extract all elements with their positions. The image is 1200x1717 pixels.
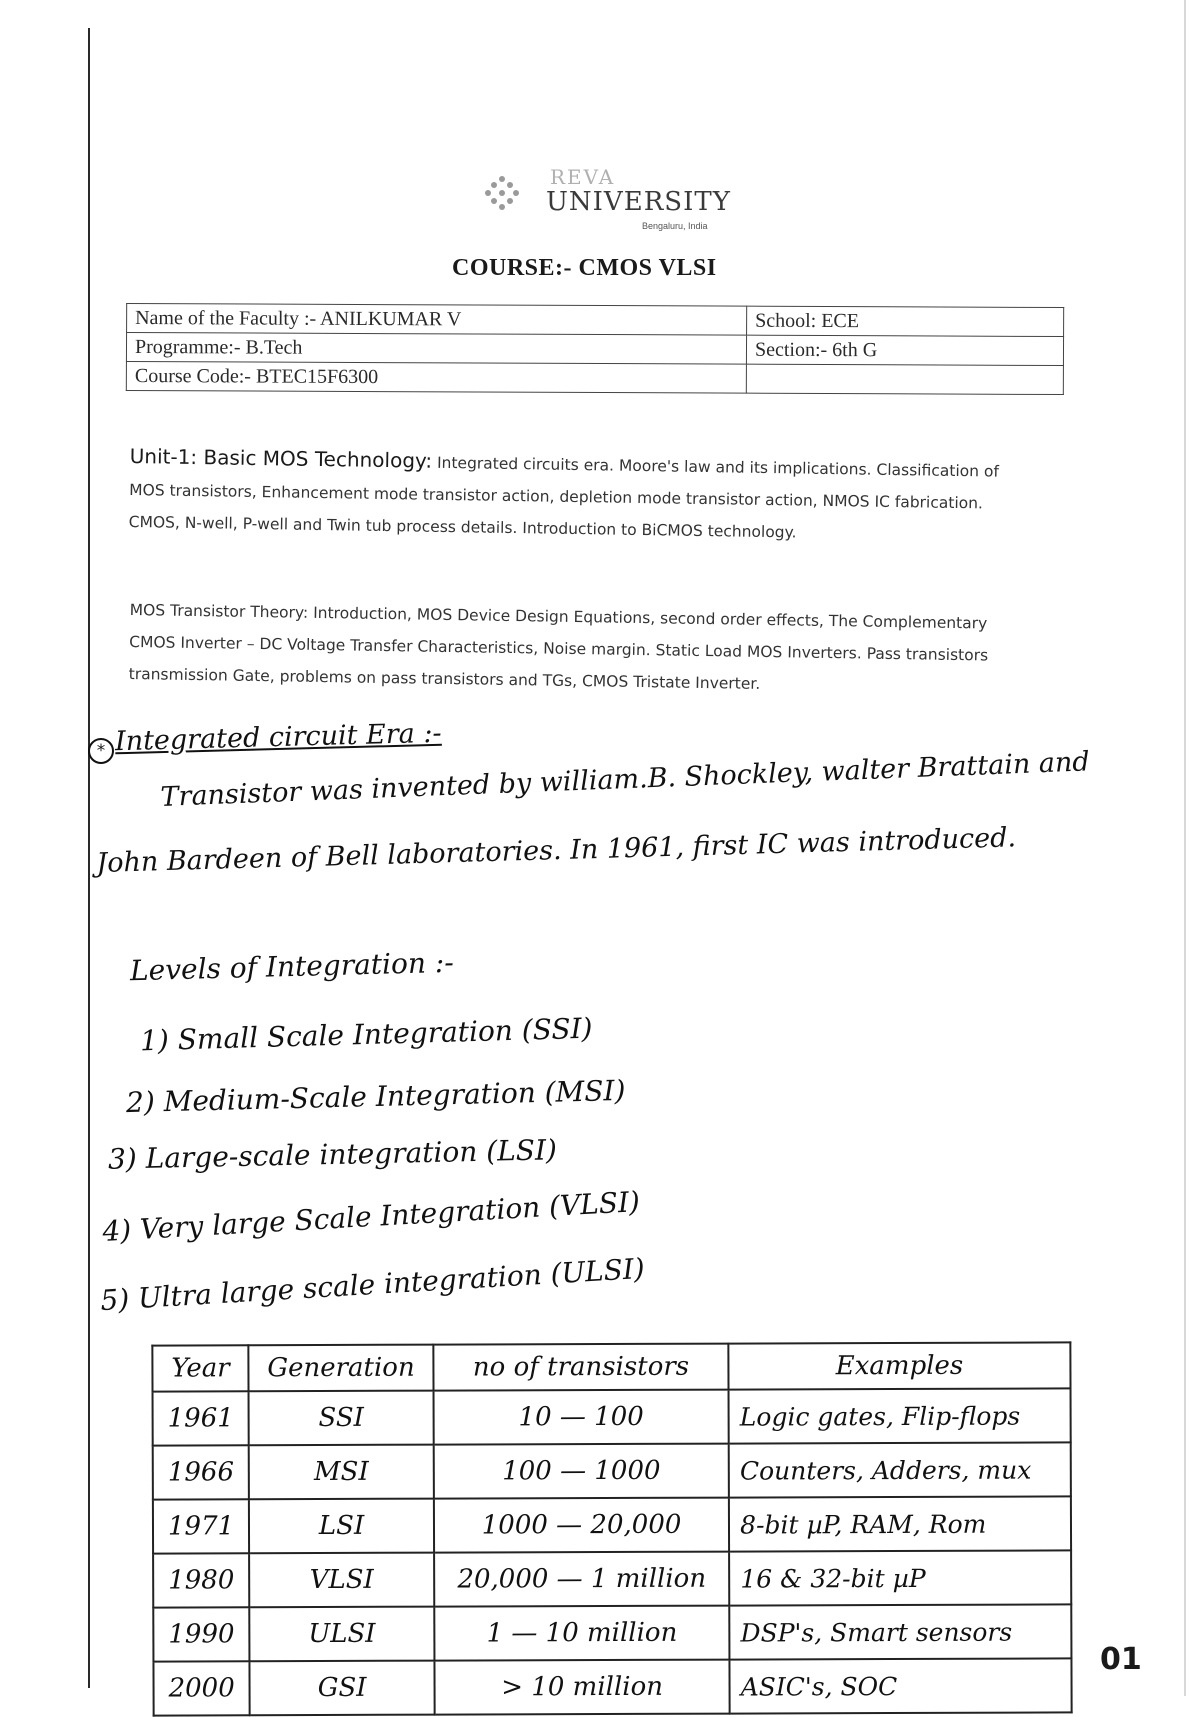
table-row (153, 1496, 1071, 1553)
logo-top-text: REVA (550, 165, 616, 189)
cell-generation: GSI (250, 1661, 435, 1716)
unit-1-body: Integrated circuits era. Moore's law and its implications. Classification of MOS transistors, Enhancement mode transistor action, depletion mode transistor action, NMOS IC fabrication. CMOS, N-well, P-well and Twin tub process details. Introduction to BiCMOS technology. (128, 453, 1000, 542)
cell-transistors: 100 — 1000 (434, 1444, 729, 1499)
cell-generation: SSI (249, 1391, 434, 1446)
cell-examples: 16 & 32-bit µP (729, 1550, 1071, 1605)
cell-generation: LSI (249, 1499, 434, 1554)
levels-heading: Levels of Integration :- (129, 945, 455, 988)
table-row (153, 1442, 1071, 1499)
faculty-name: Name of the Faculty :- ANILKUMAR V (127, 303, 747, 335)
level-item: 2) Medium-Scale Integration (MSI) (125, 1073, 626, 1120)
header-generation: Generation (249, 1345, 434, 1392)
section: Section:- 6th G (746, 335, 1063, 365)
theory-heading: MOS Transistor Theory: (129, 600, 309, 622)
university-logo (480, 165, 740, 245)
programme: Programme:- B.Tech (126, 332, 746, 364)
paragraph-line-2: John Bardeen of Bell laboratories. In 1961, first IC was introduced. (96, 822, 1017, 879)
page-number: 01 (1100, 1642, 1142, 1677)
cell-examples: DSP's, Smart sensors (729, 1604, 1071, 1659)
paragraph-line-1: Transistor was invented by william.B. Shockley, walter Brattain and (160, 746, 1091, 813)
faculty-info-table (126, 303, 1064, 395)
cell-examples: Logic gates, Flip-flops (729, 1388, 1071, 1443)
table-header-row (152, 1342, 1070, 1391)
scan-edge (1184, 0, 1186, 1696)
cell-year: 1980 (153, 1553, 249, 1607)
syllabus-mos-theory (128, 594, 1029, 704)
level-item: 5) Ultra large scale integration (ULSI) (99, 1251, 646, 1318)
cell-examples: Counters, Adders, mux (729, 1442, 1071, 1497)
cell-transistors: 1 — 10 million (434, 1606, 729, 1661)
level-item: 3) Large-scale integration (LSI) (107, 1133, 558, 1176)
cell-year: 1966 (153, 1445, 249, 1499)
course-code: Course Code:- BTEC15F6300 (126, 361, 746, 393)
header-year: Year (152, 1345, 248, 1391)
university-emblem-icon (480, 171, 524, 215)
logo-subtitle: Bengaluru, India (642, 221, 708, 231)
course-title: COURSE:- CMOS VLSI (452, 255, 717, 281)
level-item: 4) Very large Scale Integration (VLSI) (101, 1185, 641, 1248)
cell-generation: ULSI (249, 1607, 434, 1662)
table-row (153, 1388, 1071, 1445)
logo-wordmark: UNIVERSITY (546, 187, 731, 217)
cell-transistors: 1000 — 20,000 (434, 1498, 729, 1553)
section-heading: Integrated circuit Era :- (114, 717, 442, 758)
cell-year: 1961 (153, 1391, 249, 1445)
cell-year: 1971 (153, 1499, 249, 1553)
cell-transistors: 20,000 — 1 million (434, 1552, 729, 1607)
cell-generation: MSI (249, 1445, 434, 1500)
star-bullet: * (88, 738, 114, 764)
cell-examples: ASIC's, SOC (730, 1658, 1072, 1713)
cell-year: 1990 (153, 1607, 249, 1661)
cell-examples: 8-bit µP, RAM, Rom (729, 1496, 1071, 1551)
cell-generation: VLSI (249, 1553, 434, 1608)
header-examples: Examples (729, 1342, 1071, 1389)
table-row (153, 1604, 1071, 1661)
school: School: ECE (747, 306, 1064, 336)
empty-cell (746, 364, 1063, 394)
table-row (153, 1658, 1071, 1715)
cell-year: 2000 (153, 1661, 249, 1715)
unit-1-heading: Unit-1: Basic MOS Technology: (129, 443, 433, 473)
level-item: 1) Small Scale Integration (SSI) (139, 1011, 593, 1058)
syllabus-unit-1 (128, 440, 1029, 552)
cell-transistors: 10 — 100 (433, 1390, 728, 1445)
cell-transistors: > 10 million (434, 1660, 729, 1715)
margin-line (88, 28, 90, 1688)
theory-body: Introduction, MOS Device Design Equations, second order effects, The Complementary CMOS Inverter – DC Voltage Transfer Characteristics, Noise margin. Static Load MOS Inverters. Pass transistors transmission Gate, problems on pass transistors and TGs, CMOS Tristate Inverter. (128, 603, 989, 693)
table-row (153, 1550, 1071, 1607)
integration-generations-table (151, 1341, 1072, 1716)
header-transistors: no of transistors (433, 1344, 728, 1391)
